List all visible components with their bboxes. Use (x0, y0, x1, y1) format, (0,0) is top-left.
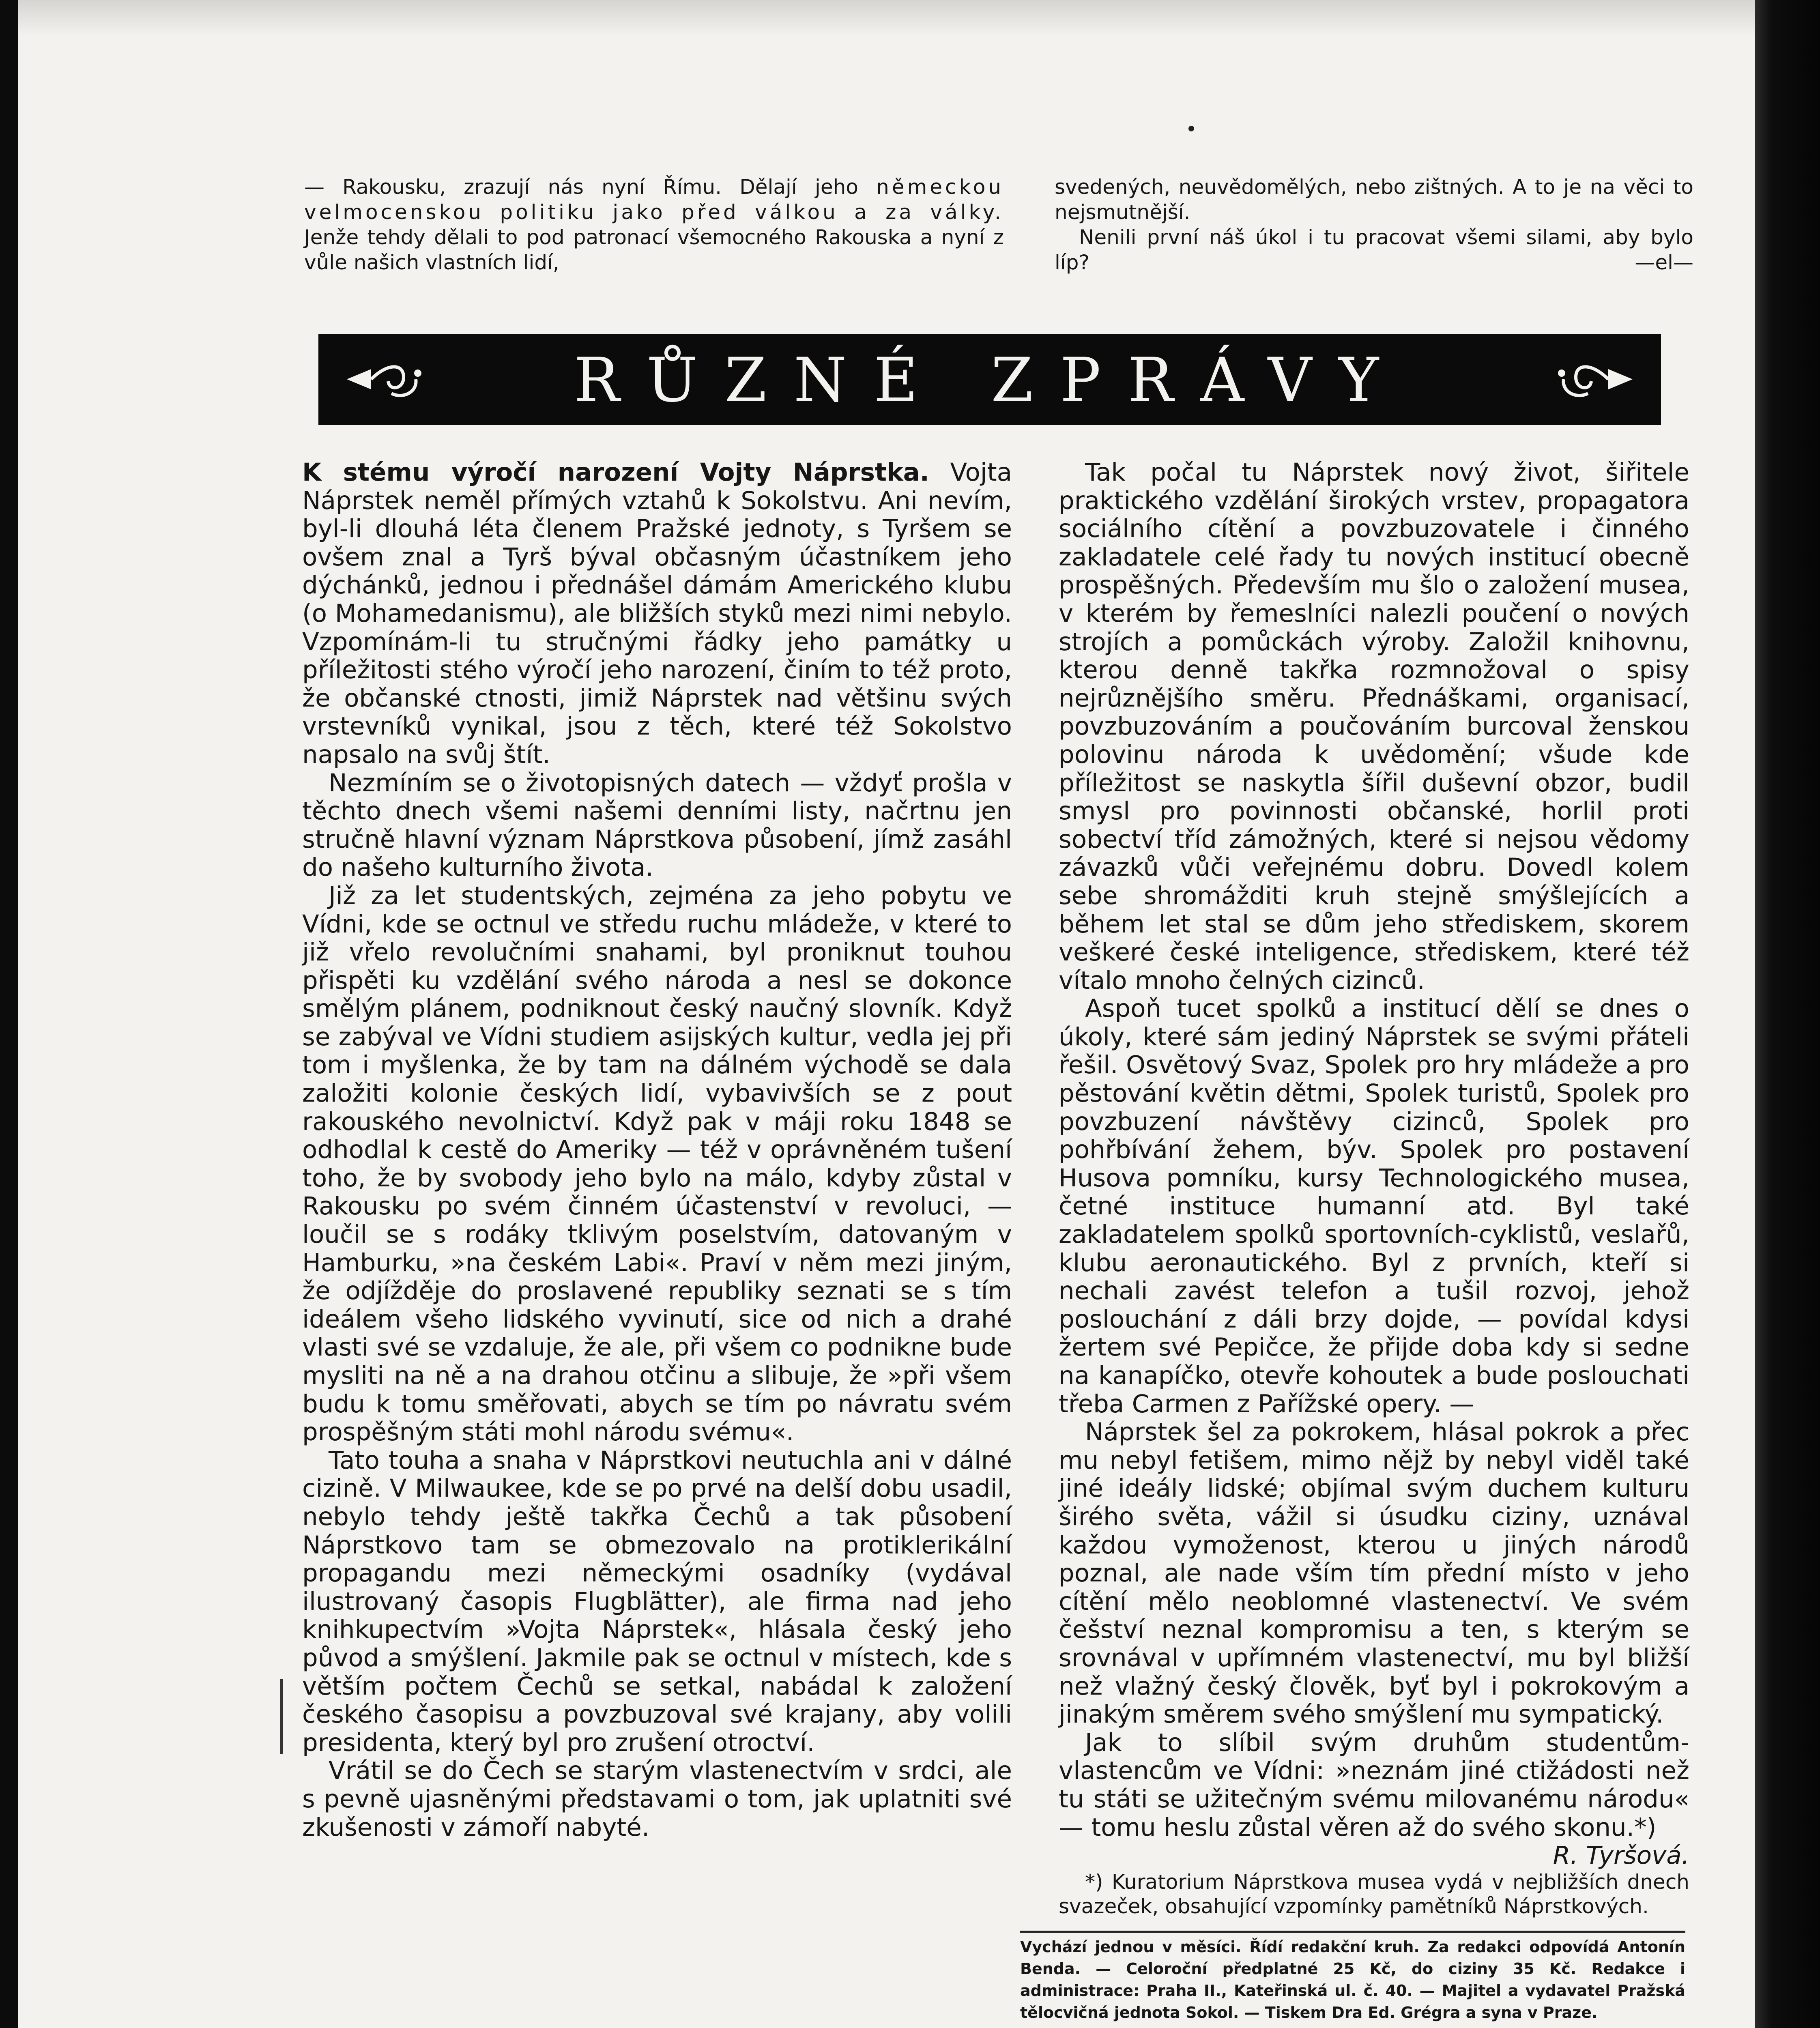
article-column-right (1059, 458, 1689, 1918)
article-column-left (302, 458, 1012, 1841)
article-paragraph: Tato touha a snaha v Náprstkovi neutuchla ani v dálné cizině. V Milwaukee, kde se po prvé na delší dobu usadil, nebylo tehdy ještě takřka Čechů a tak působení Náprstkovo tam se obmezovalo na protiklerikální propagandu mezi německými osadníky (vydával ilustrovaný časopis Flugblätter), ale firma nad jeho knihkupectvím »Vojta Náprstek«, hlásala český jeho původ a smýšlení. Jakmile pak se octnul v místech, kde s větším počtem Čechů se setkal, nabádal k založení českého časopisu a povzbuzoval své krajany, aby volili presidenta, který byl pro zrušení otroctví. (302, 1446, 1012, 1757)
continued-paragraph-end: svedených, neuvědomělých, nebo zištných. A to je na věci to nejsmutnější. (1055, 175, 1693, 224)
section-banner (318, 334, 1661, 425)
article-paragraph: Vrátil se do Čech se starým vlastenectvím v srdci, ale s pevně ujasněnými představami o tom, jak uplatniti své zkušenosti v zámoří nabyté. (302, 1756, 1012, 1842)
article-paragraph: Aspoň tucet spolků a institucí dělí se dnes o úkoly, které sám jediný Náprstek se svými přáteli řešil. Osvětový Svaz, Spolek pro hry mládeže a pro pěstování květin dětmi, Spolek turistů, Spolek pro povzbuzení návštěvy cizinců, Spolek pro pohřbívání žehem, býv. Spolek pro postavení Husova pomníku, kursy Technologického musea, četné instituce humanní atd. Byl také zakladatelem spolků sportovních-cyklistů, veslařů, klubu aeronautického. Byl z prvních, kteří si nechali zavést telefon a tušil rozvoj, jehož poslouchání z dáli brzy dojde, — povídal kdysi žertem své Pepičce, že přijde doba kdy si sedne na kanapíčko, otevře kohoutek a bude poslouchati třeba Carmen z Pařížské opery. — (1059, 994, 1689, 1418)
continued-text-right (1055, 174, 1693, 275)
article-paragraph: Náprstek šel za pokrokem, hlásal pokrok a přec mu nebyl fetišem, mimo nějž by nebyl viděl také jiné ideály lidské; objímal svým duchem kulturu širého světa, vážil si úsudku ciziny, uznával každou vymoženost, kterou u jiných národů poznal, ale nade vším tím přední místo v jeho cítění mělo neoblomné vlastenectví. Ve svém češství neznal kompromisu a ten, s kterým se srovnával v upřímném vlastenectví, mu byl bližší než vlažný český člověk, byť byl i pokrokovým a jinakým směrem svého smýšlení mu sympatický. (1059, 1418, 1689, 1729)
article-paragraph: Nezmíním se o životopisných datech — vždyť prošla v těchto dnech všemi našemi denními listy, načrtnu jen stručně hlavní význam Náprstkova působení, jímž zasáhl do našeho kulturního života. (302, 768, 1012, 882)
publisher-imprint: Vychází jednou v měsíci. Řídí redakční kruh. Za redakci odpovídá Antonín Benda. — Celoroční předplatné 25 Kč, do ciziny 35 Kč. Redakce i administrace: Praha II., Kateřinská ul. č. 40. — Majitel a vydavatel Pražská tělocvičná jednota Sokol. — Tiskem Dra Ed. Grégra a syna v Praze. (1020, 1931, 1685, 2024)
article-paragraph: Již za let studentských, zejména za jeho pobytu ve Vídni, kde se octnul ve středu ruchu mládeže, v které to již vřelo revolučními snahami, byl proniknut touhou přispěti ku vzdělání svého národa a nesl se dokonce smělým plánem, podniknout český naučný slovník. Když se zabýval ve Vídni studiem asijských kultur, vedla jej při tom i myšlenka, že by tam na dálném východě se dala založiti kolonie českých lidí, vybavivších se z pout rakouského nevolnictví. Když pak v máji roku 1848 se odhodlal k cestě do Ameriky — též v oprávněném tušení toho, že by svobody jeho bylo na málo, kdyby zůstal v Rakousku po svém činném účastenství v revoluci, — loučil se s rodáky tklivým poselstvím, datovaným v Hamburku, »na českém Labi«. Praví v něm mezi jiným, že odjížděje do proslavené republiky seznati se s tím ideálem všeho lidského vyvinutí, sice od nich a drahé vlasti své se vzdaluje, že ale, při všem co podnikne bude mysliti na ně a na drahou otčinu a slibuje, že »při všem budu k tomu směřovati, abych se tím po návratu svém prospěšným státi mohl národu svému«. (302, 881, 1012, 1447)
article-headline: K stému výročí narození Vojty Náprstka. (302, 458, 929, 487)
article-paragraph: Jak to slíbil svým druhům studentům-vlastencům ve Vídni: »neznám jiné ctižádosti než tu státi se užitečným svému milovanému národu« — tomu heslu zůstal věren až do svého skonu.*) (1059, 1728, 1689, 1842)
closing-question (1055, 225, 1693, 275)
author-initials: —el— (1635, 251, 1693, 274)
article-paragraph-text: Vojta Náprstek neměl přímých vztahů k Sokolstvu. Ani nevím, byl-li dlouhá léta členem Pražské jednoty, s Tyršem se ovšem znal a Tyrš býval občasným účastníkem jeho dýchánků, jednou i přednášel dámám Amerického klubu (o Mohamedanismu), ale bližších styků mezi nimi nebylo. Vzpomínám-li tu stručnými řádky jeho památky u příležitosti stého výročí jeho narození, činím to též proto, že občanské ctnosti, jimiž Náprstek nad většinu svých vrstevníků vynikal, jsou z těch, které též Sokolstvo napsalo na svůj štít. (302, 458, 1012, 769)
scan-shadow-top (18, 0, 1755, 37)
footnote: *) Kuratorium Náprstkova musea vydá v nejbližších dnech svazeček, obsahující vzpomínky pamětníků Náprstkových. (1059, 1870, 1689, 1918)
author-signature: R. Tyršová. (1553, 1841, 1689, 1870)
ink-speck (1188, 126, 1194, 131)
scan-border-left (0, 0, 18, 2028)
continued-paragraph: — Rakousku, zrazují nás nyní Římu. Dělají jeho německou velmocenskou politiku jako před válkou a za války. Jenže tehdy dělali to pod patronací všemocného Rakouska a nyní z vůle našich vlastních lidí, (304, 175, 1004, 274)
ornament-right-icon (1543, 355, 1637, 404)
section-title: RŮZNÉ ZPRÁVY (574, 345, 1406, 416)
closing-question-text: Nenili první náš úkol i tu pracovat všemi silami, aby bylo líp? (1055, 226, 1693, 274)
article-paragraph (302, 458, 1012, 769)
scan-border-right (1755, 0, 1820, 2028)
continued-text-left (304, 174, 1004, 275)
article-paragraph: Tak počal tu Náprstek nový život, šiřitele praktického vzdělání širokých vrstev, propagatora sociálního cítění a povzbuzovatele i činného zakladatele celé řady tu nových institucí obecně prospěšných. Především mu šlo o založení musea, v kterém by řemeslníci nalezli poučení o nových strojích a pomůckách výroby. Založil knihovnu, kterou denně takřka rozmnožoval o spisy nejrůznějšího směru. Přednáškami, organisací, povzbuzováním a poučováním burcoval ženskou polovinu národa k uvědomění; všude kde příležitost se naskytla šířil duševní obzor, budil smysl pro povinnosti občanské, horlil proti sobectví tříd zámožných, které si nejsou vědomy závazků vůči veřejnému dobru. Dovedl kolem sebe shromážditi kruh stejně smýšlejících a během let stal se dům jeho střediskem, skorem veškeré české inteligence, střediskem, které též vítalo mnoho čelných cizinců. (1059, 458, 1689, 995)
margin-mark (280, 1679, 283, 1754)
